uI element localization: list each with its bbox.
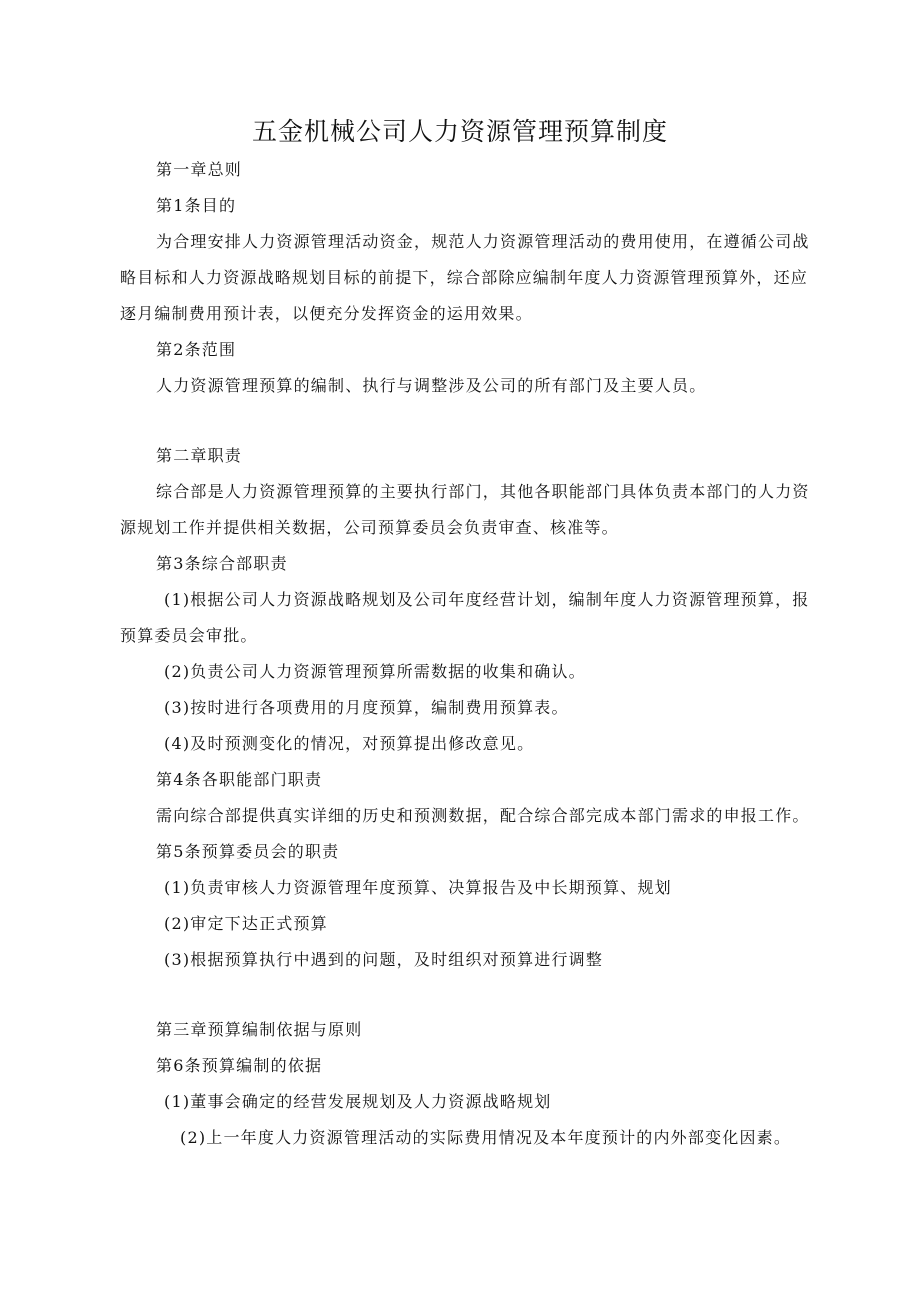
- article-3-item-4: (4)及时预测变化的情况，对预算提出修改意见。: [164, 734, 535, 753]
- article-5-item-1: (1)负责审核人力资源管理年度预算、决算报告及中长期预算、规划: [164, 878, 672, 897]
- chapter-2-heading: 第二章职责: [156, 446, 243, 465]
- article-1-text-line-3: 逐月编制费用预计表，以便充分发挥资金的运用效果。: [120, 304, 533, 323]
- article-5-item-3: (3)根据预算执行中遇到的问题，及时组织对预算进行调整: [164, 950, 604, 969]
- article-2-text: 人力资源管理预算的编制、执行与调整涉及公司的所有部门及主要人员。: [156, 376, 707, 395]
- chapter-2-text-line-1: 综合部是人力资源管理预算的主要执行部门，其他各职能部门具体负责本部门的人力资: [156, 482, 810, 501]
- article-6-item-2: (2)上一年度人力资源管理活动的实际费用情况及本年度预计的内外部变化因素。: [180, 1128, 792, 1147]
- article-1-text-line-1: 为合理安排人力资源管理活动资金，规范人力资源管理活动的费用使用，在遵循公司战: [156, 232, 810, 251]
- article-1-heading: 第1条目的: [156, 196, 237, 215]
- article-6-heading: 第6条预算编制的依据: [156, 1056, 323, 1075]
- article-5-heading: 第5条预算委员会的职责: [156, 842, 340, 861]
- article-3-item-3: (3)按时进行各项费用的月度预算，编制费用预算表。: [164, 698, 569, 717]
- chapter-2-text-line-2: 源规划工作并提供相关数据，公司预算委员会负责审查、核准等。: [120, 518, 619, 537]
- article-3-item-2: (2)负责公司人力资源管理预算所需数据的收集和确认。: [164, 662, 586, 681]
- article-4-text: 需向综合部提供真实详细的历史和预测数据，配合综合部完成本部门需求的申报工作。: [156, 806, 810, 825]
- article-3-item-1-line-2: 预算委员会审批。: [120, 626, 258, 645]
- chapter-1-heading: 第一章总则: [156, 160, 243, 179]
- article-1-text-line-2: 略目标和人力资源战略规划目标的前提下，综合部除应编制年度人力资源管理预算外，还应: [120, 268, 809, 287]
- article-3-heading: 第3条综合部职责: [156, 554, 288, 573]
- chapter-3-heading: 第三章预算编制依据与原则: [156, 1020, 363, 1039]
- article-3-item-1-line-1: (1)根据公司人力资源战略规划及公司年度经营计划，编制年度人力资源管理预算，报: [164, 590, 810, 609]
- article-5-item-2: (2)审定下达正式预算: [164, 914, 328, 933]
- document-title: 五金机械公司人力资源管理预算制度: [251, 117, 668, 146]
- article-6-item-1: (1)董事会确定的经营发展规划及人力资源战略规划: [164, 1092, 552, 1111]
- article-4-heading: 第4条各职能部门职责: [156, 770, 323, 789]
- article-2-heading: 第2条范围: [156, 340, 237, 359]
